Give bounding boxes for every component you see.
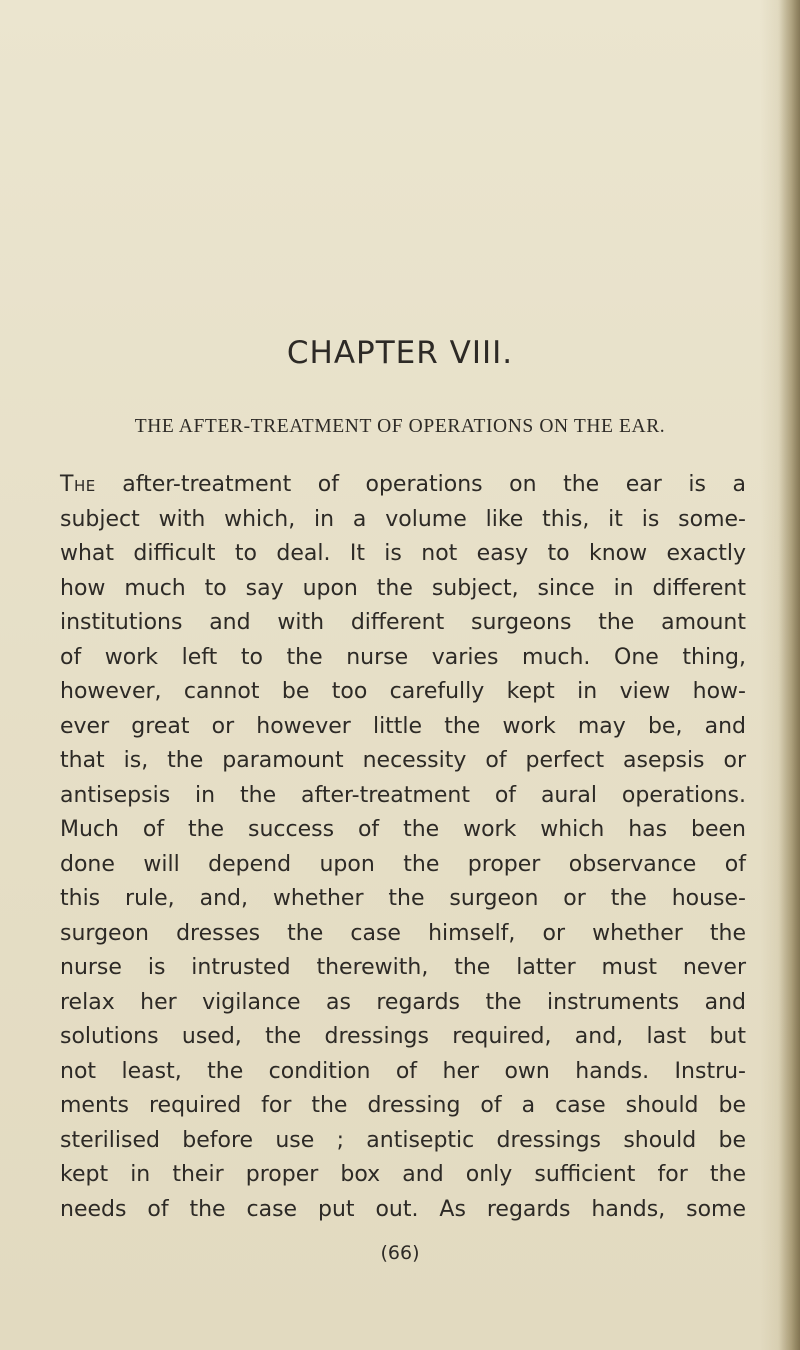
text-line: sterilised before use ; antiseptic dressings should be [60,1127,746,1153]
page-number: (66) [380,1242,420,1264]
text-line: surgeon dresses the case himself, or whether the [60,920,746,946]
text-line: kept in their proper box and only sufficient for the [60,1162,746,1187]
text-line: ever great or however little the work may be, and [60,713,746,739]
body-paragraph [60,468,746,1227]
chapter-title: CHAPTER VIII. [286,335,514,371]
text-line: what difficult to deal. It is not easy to know exactly [60,541,746,566]
text-line: however, cannot be too carefully kept in view how- [60,679,746,704]
text-line: of work left to the nurse varies much. One thing, [60,644,746,670]
text-line: needs of the case put out. As regards hands, some [60,1196,746,1222]
text-line: how much to say upon the subject, since in different [60,575,746,601]
text-line: Much of the success of the work which has been [60,817,746,842]
text-line: institutions and with different surgeons the amount [60,610,746,635]
first-word: The [60,472,96,497]
text-line: nurse is intrusted therewith, the latter must never [60,955,746,980]
text-line [60,468,746,503]
text-line: relax her vigilance as regards the instruments and [60,989,746,1015]
page-edge-shadow [778,0,800,1350]
text-line: subject with which, in a volume like this, it is some- [60,506,746,532]
text-line: that is, the paramount necessity of perfect asepsis or [60,748,746,773]
text-line: this rule, and, whether the surgeon or the house- [60,886,746,911]
text-line-rest: after-treatment of operations on the ear is a [95,472,746,497]
text-line: ments required for the dressing of a case should be [60,1093,746,1118]
text-line: not least, the condition of her own hands. Instru- [60,1058,746,1084]
section-title: THE AFTER-TREATMENT OF OPERATIONS ON THE EAR. [134,416,666,437]
text-line: solutions used, the dressings required, and, last but [60,1024,746,1049]
text-line: done will depend upon the proper observance of [60,851,746,877]
text-line: antisepsis in the after-treatment of aural operations. [60,782,746,808]
